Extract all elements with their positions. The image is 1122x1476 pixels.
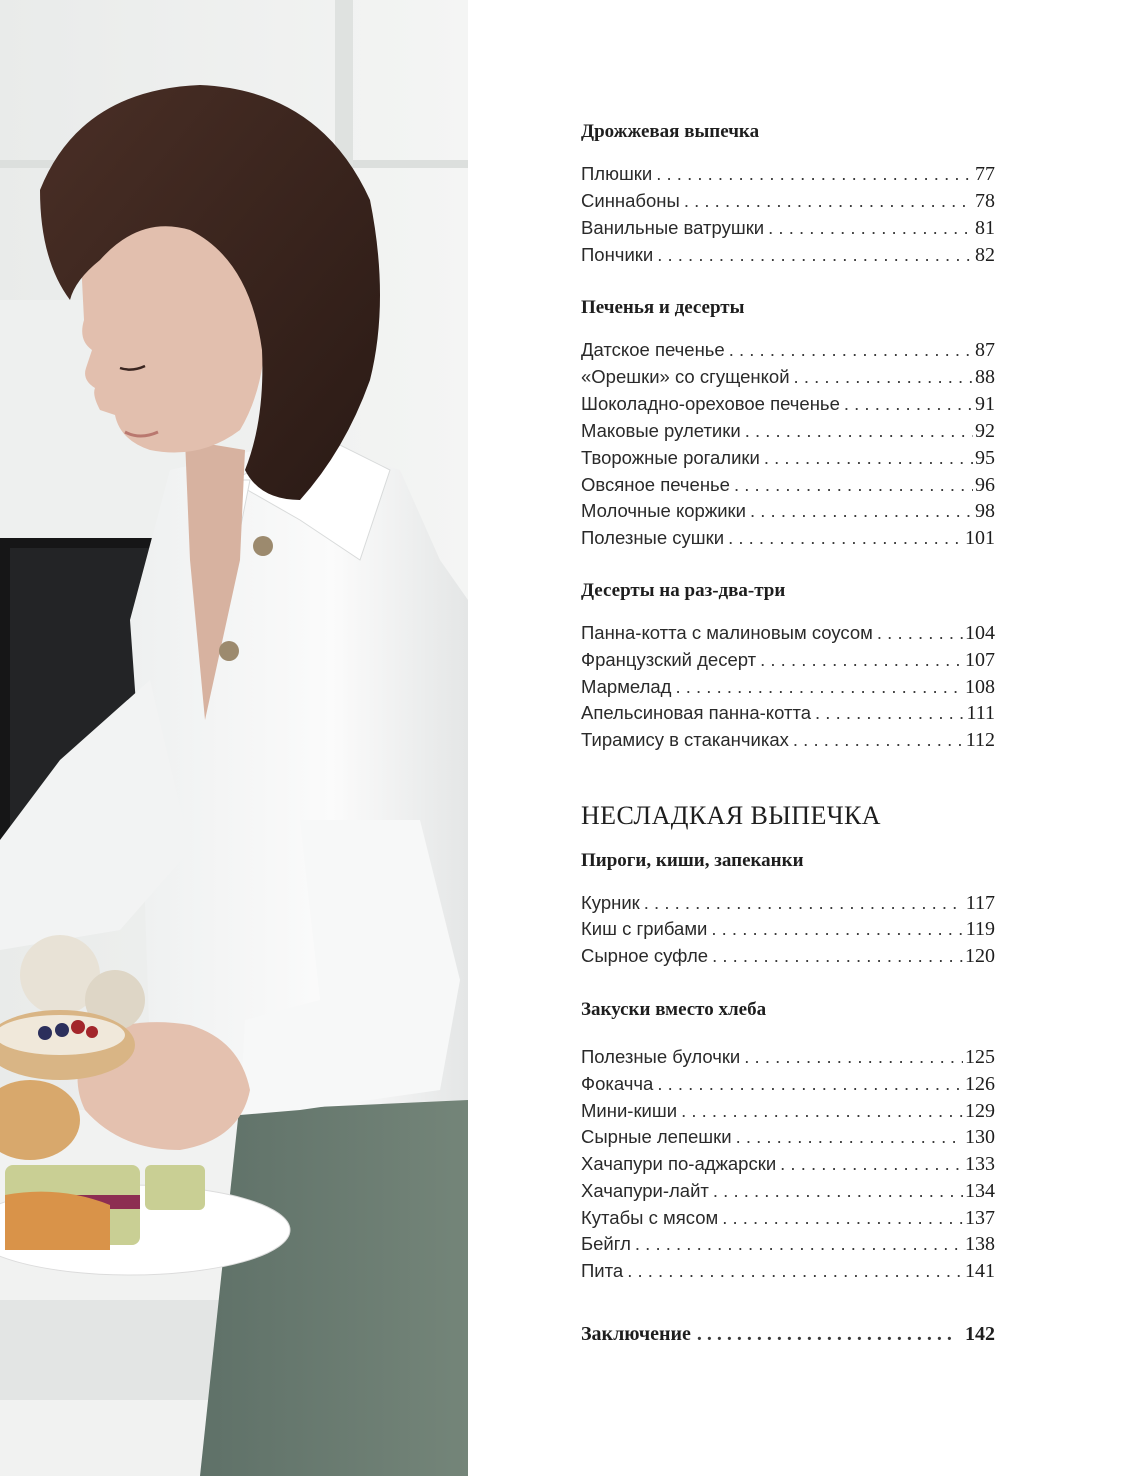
toc-entry (581, 163, 995, 189)
toc-entry-title: Полезные булочки (581, 1046, 741, 1067)
toc-entry-page: 77 (975, 163, 995, 185)
dot-leader (734, 474, 973, 496)
toc-entry (581, 420, 995, 446)
dot-leader (728, 527, 963, 549)
toc-entry (581, 217, 995, 243)
dot-leader (793, 729, 964, 751)
toc-entry-page: 119 (965, 918, 995, 940)
toc-entry-title: Кутабы с мясом (581, 1207, 719, 1228)
toc-entry-page: 117 (965, 892, 995, 914)
author-photo (0, 0, 468, 1476)
toc-entry-title: Сырное суфле (581, 945, 709, 966)
dot-leader (657, 1073, 963, 1095)
dot-leader (627, 1260, 963, 1282)
toc-entry-title: Ванильные ватрушки (581, 217, 765, 238)
toc-entry-title: Мармелад (581, 676, 672, 697)
toc-entry-title: Творожные рогалики (581, 447, 760, 468)
toc-conclusion (581, 1323, 995, 1349)
toc-entry (581, 366, 995, 392)
toc-entry-page: 112 (965, 729, 995, 751)
toc-entry-page: 78 (975, 190, 995, 212)
toc-entry-page: 142 (965, 1323, 995, 1345)
toc-entry-page: 87 (975, 339, 995, 361)
dot-leader (750, 500, 973, 522)
toc-entry (581, 447, 995, 473)
toc-entry-title: Фокачча (581, 1073, 654, 1094)
toc-entry-title: Синнабоны (581, 190, 680, 211)
toc-entry (581, 244, 995, 270)
dot-leader (722, 1207, 963, 1229)
toc-entry-title: Датское печенье (581, 339, 725, 360)
toc-entry (581, 474, 995, 500)
dot-leader (844, 393, 973, 415)
dot-leader (744, 1046, 963, 1068)
dot-leader (780, 1153, 963, 1175)
toc-entry-page: 134 (965, 1180, 995, 1202)
toc-entry-page: 82 (975, 244, 995, 266)
toc-entry-page: 130 (965, 1126, 995, 1148)
dot-leader (794, 366, 973, 388)
dot-leader (713, 1180, 963, 1202)
toc-entry-page: 91 (975, 393, 995, 415)
dot-leader (656, 163, 973, 185)
toc-entry-title: Заключение (581, 1323, 691, 1345)
section-heading: Печенья и десерты (581, 297, 745, 318)
toc-entry-title: Бейгл (581, 1233, 631, 1254)
toc-entry-page: 104 (965, 622, 995, 644)
toc-entry-title: Тирамису в стаканчиках (581, 729, 789, 750)
toc-entry (581, 190, 995, 216)
dot-leader (657, 244, 973, 266)
toc-entry-page: 111 (966, 702, 995, 724)
toc-entry (581, 1260, 995, 1286)
dot-leader (736, 1126, 963, 1148)
toc-entry-page: 108 (965, 676, 995, 698)
toc-entry-title: Овсяное печенье (581, 474, 730, 495)
toc-entry-title: Мини-киши (581, 1100, 678, 1121)
toc-entry (581, 527, 995, 553)
toc-entry-page: 107 (965, 649, 995, 671)
toc-entry (581, 1046, 995, 1072)
toc-entry-page: 81 (975, 217, 995, 239)
toc-entry-page: 129 (965, 1100, 995, 1122)
toc-entry-title: Панна-котта с малиновым соусом (581, 622, 873, 643)
dot-leader (635, 1233, 963, 1255)
dot-leader (815, 702, 964, 724)
section-heading: Дрожжевая выпечка (581, 121, 760, 142)
toc-entry-page: 88 (975, 366, 995, 388)
dot-leader (675, 676, 963, 698)
dot-leader (681, 1100, 963, 1122)
toc-entry (581, 1100, 995, 1126)
dot-leader (697, 1323, 955, 1346)
toc-entry-page: 95 (975, 447, 995, 469)
toc-entry-title: «Орешки» со сгущенкой (581, 366, 790, 387)
toc-entry-page: 92 (975, 420, 995, 442)
section-heading: Пироги, киши, запеканки (581, 850, 804, 871)
toc-entry-title: Плюшки (581, 163, 653, 184)
dot-leader (711, 918, 963, 940)
toc-entry-page: 137 (965, 1207, 995, 1229)
toc-entry-title: Хачапури по-аджарски (581, 1153, 777, 1174)
toc-entry-title: Киш с грибами (581, 918, 708, 939)
dot-leader (684, 190, 973, 212)
toc-entry-title: Курник (581, 892, 640, 913)
dot-leader (760, 649, 963, 671)
toc-entry (581, 1233, 995, 1259)
toc-entry (581, 393, 995, 419)
dot-leader (644, 892, 964, 914)
toc-entry-page: 96 (975, 474, 995, 496)
toc-entry-title: Маковые рулетики (581, 420, 741, 441)
toc-entry-title: Сырные лепешки (581, 1126, 732, 1147)
toc-entry-page: 138 (965, 1233, 995, 1255)
section-heading: Десерты на раз-два-три (581, 580, 786, 601)
dot-leader (768, 217, 973, 239)
toc-entry-title: Полезные сушки (581, 527, 725, 548)
toc-entry-title: Пита (581, 1260, 624, 1281)
toc-entry-title: Апельсиновая панна-котта (581, 702, 812, 723)
dot-leader (729, 339, 973, 361)
dot-leader (712, 945, 963, 967)
toc-entry-title: Пончики (581, 244, 654, 265)
toc-entry (581, 918, 995, 944)
toc-entry (581, 622, 995, 648)
toc-entry (581, 892, 995, 918)
toc-entry-title: Хачапури-лайт (581, 1180, 709, 1201)
toc-entry (581, 1207, 995, 1233)
toc-entry-page: 101 (965, 527, 995, 549)
toc-entry (581, 1153, 995, 1179)
toc-entry-page: 120 (965, 945, 995, 967)
toc-entry (581, 1073, 995, 1099)
toc-entry-page: 133 (965, 1153, 995, 1175)
toc-entry (581, 729, 995, 755)
part-heading: НЕСЛАДКАЯ ВЫПЕЧКА (581, 801, 881, 830)
toc-entry-page: 126 (965, 1073, 995, 1095)
toc-entry-page: 141 (965, 1260, 995, 1282)
toc-entry (581, 339, 995, 365)
toc-entry (581, 702, 995, 728)
toc-entry-page: 98 (975, 500, 995, 522)
toc-entry (581, 945, 995, 971)
toc-entry (581, 500, 995, 526)
toc-entry (581, 649, 995, 675)
toc-entry (581, 1126, 995, 1152)
toc-entry-page: 125 (965, 1046, 995, 1068)
dot-leader (745, 420, 973, 442)
toc-entry (581, 1180, 995, 1206)
toc-entry-title: Французский десерт (581, 649, 757, 670)
section-heading: Закуски вместо хлеба (581, 999, 767, 1020)
toc-entry-title: Шоколадно-ореховое печенье (581, 393, 840, 414)
dot-leader (877, 622, 963, 644)
toc-entry-title: Молочные коржики (581, 500, 746, 521)
dot-leader (764, 447, 973, 469)
toc-entry (581, 676, 995, 702)
